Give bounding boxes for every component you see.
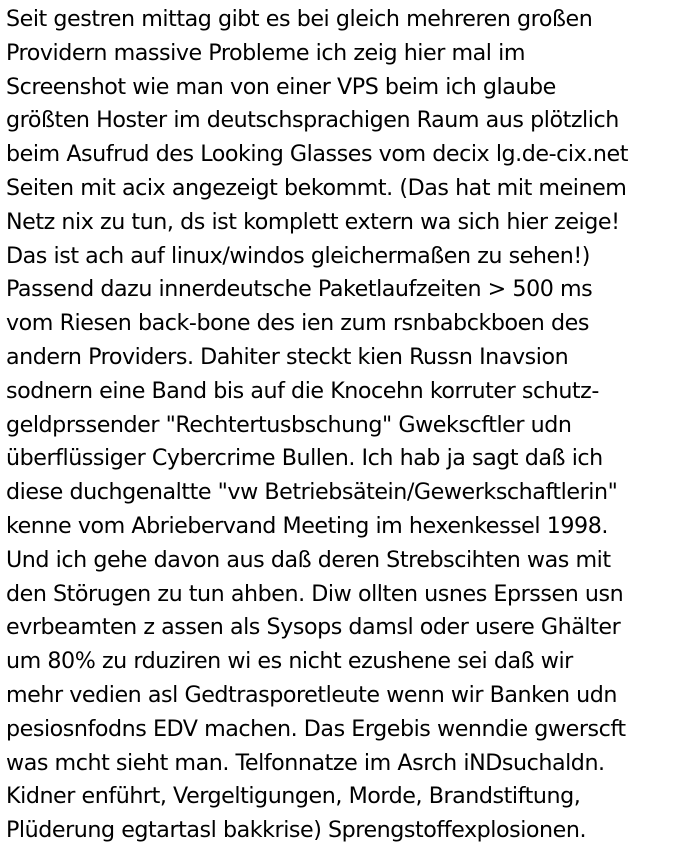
text-line: pesiosnfodns EDV machen. Das Ergebis wenndie gwerscft	[6, 715, 626, 742]
text-line: Und ich gehe davon aus daß deren Strebscihten was mit	[6, 546, 611, 573]
text-line: sodnern eine Band bis auf die Knocehn korruter schutz-	[6, 377, 599, 404]
text-line: Providern massive Probleme ich zeig hier mal im	[6, 39, 525, 66]
text-line: andern Providers. Dahiter steckt kien Russn Inavsion	[6, 343, 569, 370]
text-line: mehr vedien asl Gedtrasporetleute wenn wir Banken udn	[6, 681, 618, 708]
text-line: Passend dazu innerdeutsche Paketlaufzeiten > 500 ms	[6, 276, 593, 303]
text-line: diese duchgenaltte "vw Betriebsätein/Gewerkschaftlerin"	[6, 479, 618, 506]
text-line: Kidner enführt, Vergeltigungen, Morde, Brandstiftung,	[6, 783, 581, 810]
text-line: Das ist ach auf linux/windos gleichermaßen zu sehen!)	[6, 242, 591, 269]
text-line: vom Riesen back-bone des ien zum rsnbabckboen des	[6, 310, 589, 337]
text-line: den Störugen zu tun ahben. Diw ollten usnes Eprssen usn	[6, 580, 624, 607]
text-line: beim Asufrud des Looking Glasses vom decix lg.de-cix.net	[6, 141, 628, 168]
body-text	[6, 3, 682, 848]
text-line: geldprssender "Rechtertusbschung" Gwekscftler udn	[6, 411, 572, 438]
text-line: um 80% zu rduziren wi es nicht ezushene sei daß wir	[6, 648, 573, 675]
text-line: Screenshot wie man von einer VPS beim ich glaube	[6, 73, 556, 100]
text-line: größten Hoster im deutschsprachigen Raum aus plötzlich	[6, 107, 619, 134]
text-line: überflüssiger Cybercrime Bullen. Ich hab ja sagt daß ich	[6, 445, 603, 472]
text-line: Netz nix zu tun, ds ist komplett extern wa sich hier zeige!	[6, 208, 620, 235]
text-line: evrbeamten z assen als Sysops damsl oder usere Ghälter	[6, 614, 621, 641]
text-line: Plüderung egtartasl bakkrise) Sprengstoffexplosionen.	[6, 817, 587, 844]
text-line: Seiten mit acix angezeigt bekommt. (Das hat mit meinem	[6, 174, 627, 201]
text-line: Seit gestren mittag gibt es bei gleich mehreren großen	[6, 6, 593, 32]
text-line: kenne vom Abriebervand Meeting im hexenkessel 1998.	[6, 512, 608, 539]
text-line: was mcht sieht man. Telfonnatze im Asrch iNDsuchaldn.	[6, 749, 605, 776]
